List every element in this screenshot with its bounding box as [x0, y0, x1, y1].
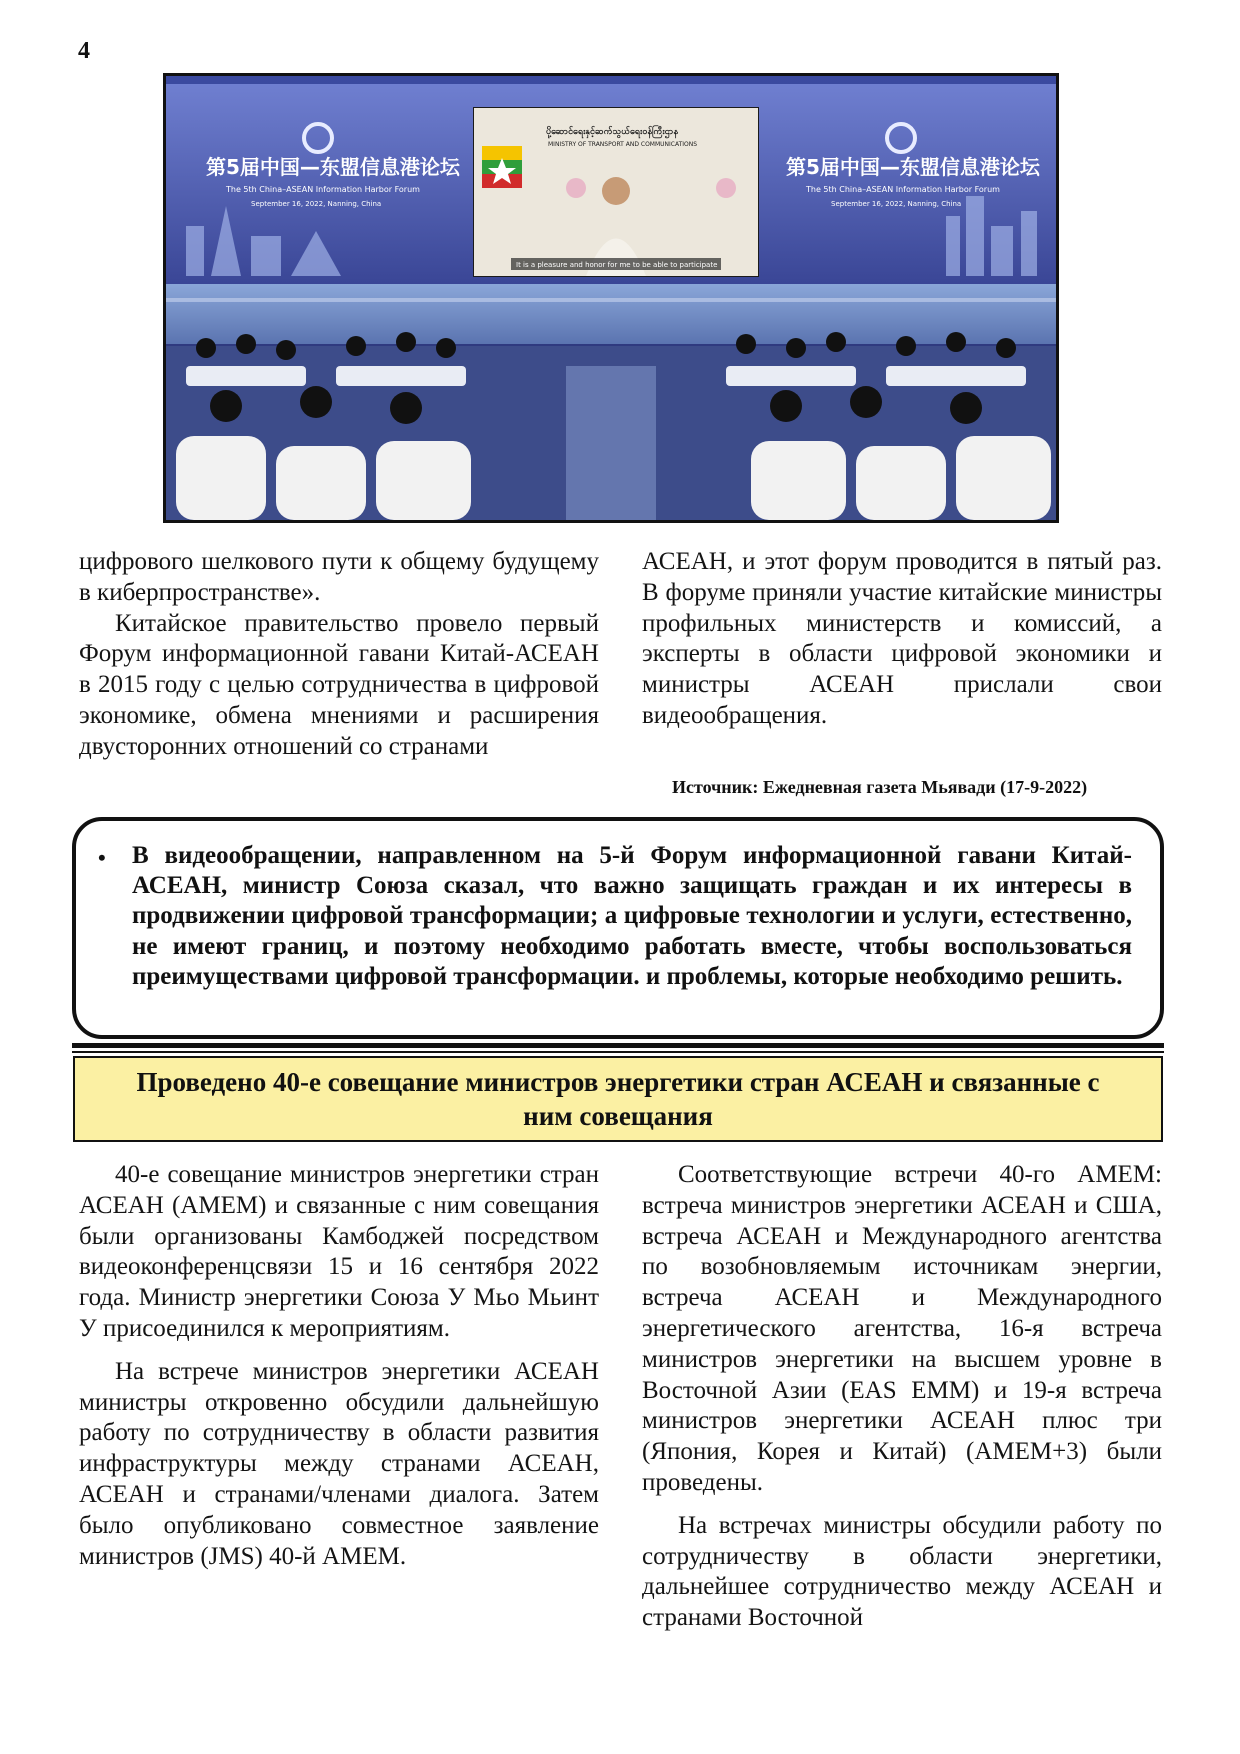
top-right-column	[642, 547, 1162, 732]
video-subtitle: MINISTRY OF TRANSPORT AND COMMUNICATIONS	[548, 141, 698, 148]
paragraph: На встречах министры обсудили работу по сотрудничеству в области энергетики, дальнейшее сотрудничество между АСЕАН и странами Восточной	[642, 1511, 1162, 1632]
left-screen-date: September 16, 2022, Nanning, China	[251, 200, 382, 208]
left-screen-subtitle: The 5th China–ASEAN Information Harbor Forum	[226, 185, 420, 194]
bullet-icon: •	[98, 845, 106, 870]
top-left-column	[79, 547, 599, 763]
bottom-left-column	[79, 1160, 599, 1572]
highlight-box	[72, 817, 1164, 1039]
right-screen-subtitle: The 5th China–ASEAN Information Harbor Forum	[806, 185, 1000, 194]
divider	[72, 1051, 1164, 1053]
highlight-text: В видеообращении, направленном на 5-й Форум информационной гавани Китай-АСЕАН, министр Союза сказал, что важно защищать граждан и их интересы в продвижении цифровой трансформации; а цифровые технологии и услуги, естественно, не имеют границ, и поэтому необходимо работать вместе, чтобы воспользоваться преимуществами цифровой трансформации. и проблемы, которые необходимо решить.	[132, 842, 1132, 990]
paragraph: Китайское правительство провело первый Форум информационной гавани Китай-АСЕАН в 2015 году с целью сотрудничества в цифровой экономике, обмена мнениями и расширения двусторонних отношений со странами	[79, 609, 599, 760]
video-title: ပို့ဆောင်ရေးနှင့်ဆက်သွယ်ရေးဝန်ကြီးဌာန	[546, 127, 678, 137]
conference-photo	[163, 73, 1059, 523]
paragraph: АСЕАН, и этот форум проводится в пятый раз. В форуме приняли участие китайские министры профильных министерств и комиссий, а эксперты в области цифровой экономики и министры АСЕАН прислали свои видеообращения.	[642, 548, 1162, 729]
stage	[166, 284, 1056, 344]
left-screen-title: 第5届中国—东盟信息港论坛	[206, 155, 460, 179]
paragraph: цифрового шелкового пути к общему будущему в киберпространстве».	[79, 548, 599, 606]
section-heading	[73, 1056, 1163, 1142]
video-caption: It is a pleasure and honor for me to be able to participate	[516, 261, 718, 269]
right-screen-date: September 16, 2022, Nanning, China	[831, 200, 962, 208]
divider	[72, 1043, 1164, 1048]
page-number: 4	[78, 38, 90, 64]
paragraph: 40-е совещание министров энергетики стран АСЕАН (AMEM) и связанные с ним совещания были организованы Камбоджей посредством видеоконференцсвязи 15 и 16 сентября 2022 года. Министр энергетики Союза У Мьо Мьинт У присоединился к мероприятиям.	[79, 1161, 599, 1342]
right-screen-title: 第5届中国—东盟信息港论坛	[786, 155, 1040, 179]
paragraph: Соответствующие встречи 40-го AMEM: встреча министров энергетики АСЕАН и США, встреча АСЕАН и Международного агентства по возобновляемым источникам энергии, встреча АСЕАН и Международного энергетического агентства, 16-я встреча министров энергетики на высшем уровне в Восточной Азии (EAS EMM) и 19-я встреча министров энергетики АСЕАН плюс три (Япония, Корея и Китай) (AMEM+3) были проведены.	[642, 1161, 1162, 1496]
paragraph: На встрече министров энергетики АСЕАН министры откровенно обсудили дальнейшую работу по сотрудничеству в области развития инфраструктуры между странами АСЕАН, АСЕАН и странами/членами диалога. Затем было опубликовано совместное заявление министров (JMS) 40-й AMEM.	[79, 1357, 599, 1570]
bottom-right-column	[642, 1160, 1162, 1634]
source-citation: Источник: Ежедневная газета Мьявади (17-9-2022)	[672, 777, 1088, 797]
section-heading-text: Проведено 40-е совещание министров энергетики стран АСЕАН и связанные с ним совещания	[136, 1067, 1100, 1131]
